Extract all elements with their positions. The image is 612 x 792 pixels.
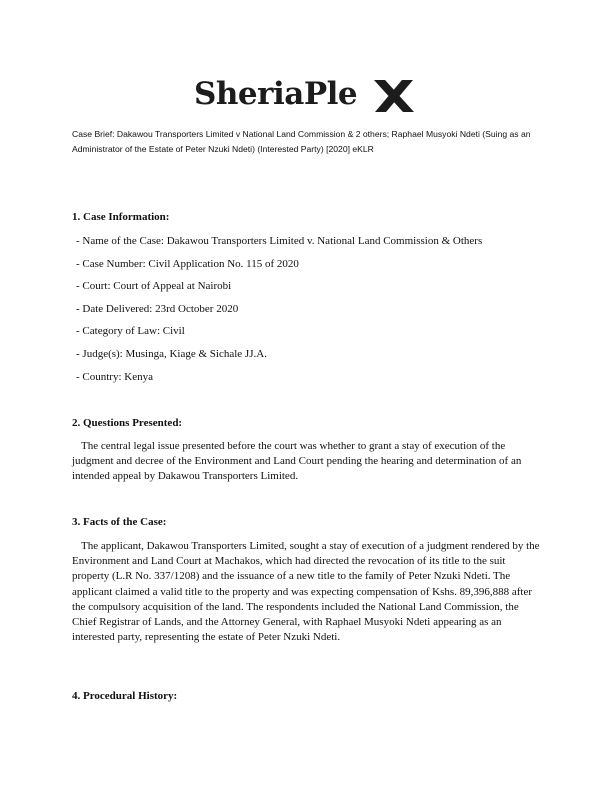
case-info-item: - Judge(s): Musinga, Kiage & Sichale JJ.A. [76, 348, 267, 360]
case-info-item: - Country: Kenya [76, 371, 153, 383]
case-info-item: - Name of the Case: Dakawou Transporters Limited v. National Land Commission & Others [76, 235, 483, 247]
case-info-item: - Case Number: Civil Application No. 115 of 2020 [76, 258, 299, 270]
questions-presented-text: The central legal issue presented before the court was whether to grant a stay of execution of the judgment and decree of the Environment and Land Court pending the hearing and determination of an intended appeal by Dakawou Transporters Limited. [72, 440, 522, 483]
procedural-history-heading: 4. Procedural History: [72, 690, 178, 702]
case-info-item: - Date Delivered: 23rd October 2020 [76, 303, 239, 315]
x-mark-icon [372, 76, 416, 116]
questions-presented-heading: 2. Questions Presented: [72, 417, 183, 429]
case-information-heading: 1. Case Information: [72, 211, 170, 223]
facts-text: The applicant, Dakawou Transporters Limited, sought a stay of execution of a judgment rendered by the Environment and Land Court at Machakos, which had directed the revocation of its title to the suit property (L.R No. 337/1208) and the issuance of a new title to the family of Peter Nzuki Ndeti. The applicant claimed a valid title to the property and was expecting compensation of Kshs. 89,396,888 after the compulsory acquisition of the land. The respondents included the National Land Commission, the Chief Registrar of Lands, and the Attorney General, with Raphael Musyoki Ndeti appearing as an interested party, representing the estate of Peter Nzuki Ndeti. [72, 540, 540, 644]
logo-wordmark: SheriaPle [194, 76, 358, 112]
case-brief-header: Case Brief: Dakawou Transporters Limited v National Land Commission & 2 others; Raphael Musyoki Ndeti (Suing as an Administrator of the Estate of Peter Nzuki Ndeti) (Interested Party) [2020] eKLR [72, 129, 531, 154]
case-info-item: - Category of Law: Civil [76, 325, 185, 337]
facts-heading: 3. Facts of the Case: [72, 516, 167, 528]
case-info-item: - Court: Court of Appeal at Nairobi [76, 280, 232, 292]
sheriaplex-logo [0, 72, 612, 122]
